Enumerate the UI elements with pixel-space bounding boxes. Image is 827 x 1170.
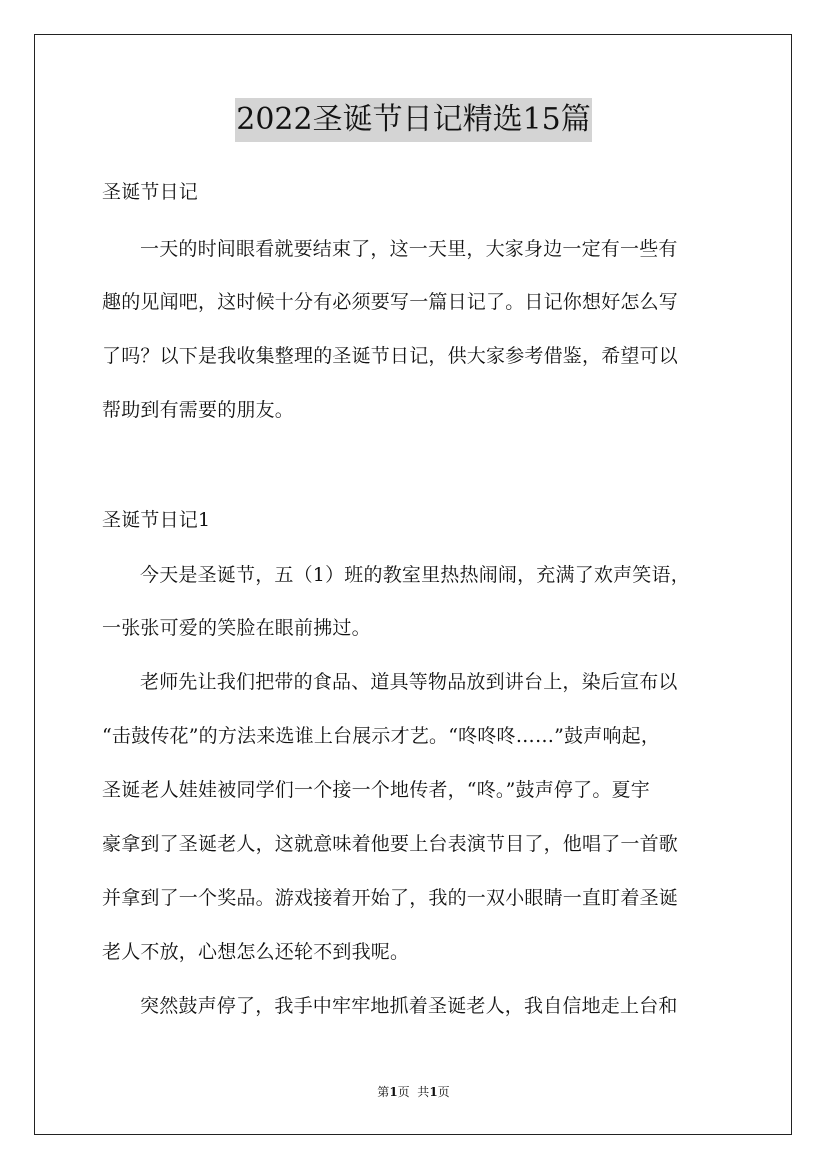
document-title: 2022圣诞节日记精选15篇 [235, 98, 592, 142]
paragraph-line: 老人不放，心想怎么还轮不到我呢。 [102, 941, 410, 963]
page-footer [0, 1084, 827, 1100]
paragraph-line: 突然鼓声停了，我手中牢牢地抓着圣诞老人，我自信地走上台和 [140, 995, 678, 1017]
footer-mid: 页 共 [397, 1085, 430, 1099]
paragraph-line: 帮助到有需要的朋友。 [102, 399, 295, 421]
paragraph-line: “击鼓传花”的方法来选谁上台展示才艺。“咚咚咚……”鼓声响起， [102, 725, 661, 747]
paragraph-line: 豪拿到了圣诞老人，这就意味着他要上台表演节目了，他唱了一首歌 [102, 833, 679, 855]
title-wrap [0, 98, 827, 142]
footer-suffix: 页 [437, 1085, 450, 1099]
paragraph-line: 趣的见闻吧，这时候十分有必须要写一篇日记了。日记你想好怎么写 [102, 291, 679, 313]
footer-page-current: 1 [389, 1085, 398, 1099]
paragraph-line: 一天的时间眼看就要结束了，这一天里，大家身边一定有一些有 [140, 238, 678, 260]
paragraph-line: 并拿到了一个奖品。游戏接着开始了，我的一双小眼睛一直盯着圣诞 [102, 887, 679, 909]
section-heading: 圣诞节日记1 [102, 509, 211, 531]
paragraph-line: 一张张可爱的笑脸在眼前拂过。 [102, 617, 371, 639]
paragraph-line: 今天是圣诞节，五（1）班的教室里热热闹闹，充满了欢声笑语， [140, 564, 690, 586]
paragraph-line: 圣诞老人娃娃被同学们一个接一个地传者，“咚。”鼓声停了。夏宇 [102, 779, 650, 801]
paragraph-line: 老师先让我们把带的食品、道具等物品放到讲台上，染后宣布以 [140, 671, 678, 693]
footer-prefix: 第 [377, 1085, 390, 1099]
footer-page-total: 1 [429, 1085, 438, 1099]
section-heading: 圣诞节日记 [102, 181, 199, 203]
paragraph-line: 了吗？以下是我收集整理的圣诞节日记，供大家参考借鉴，希望可以 [102, 345, 679, 367]
